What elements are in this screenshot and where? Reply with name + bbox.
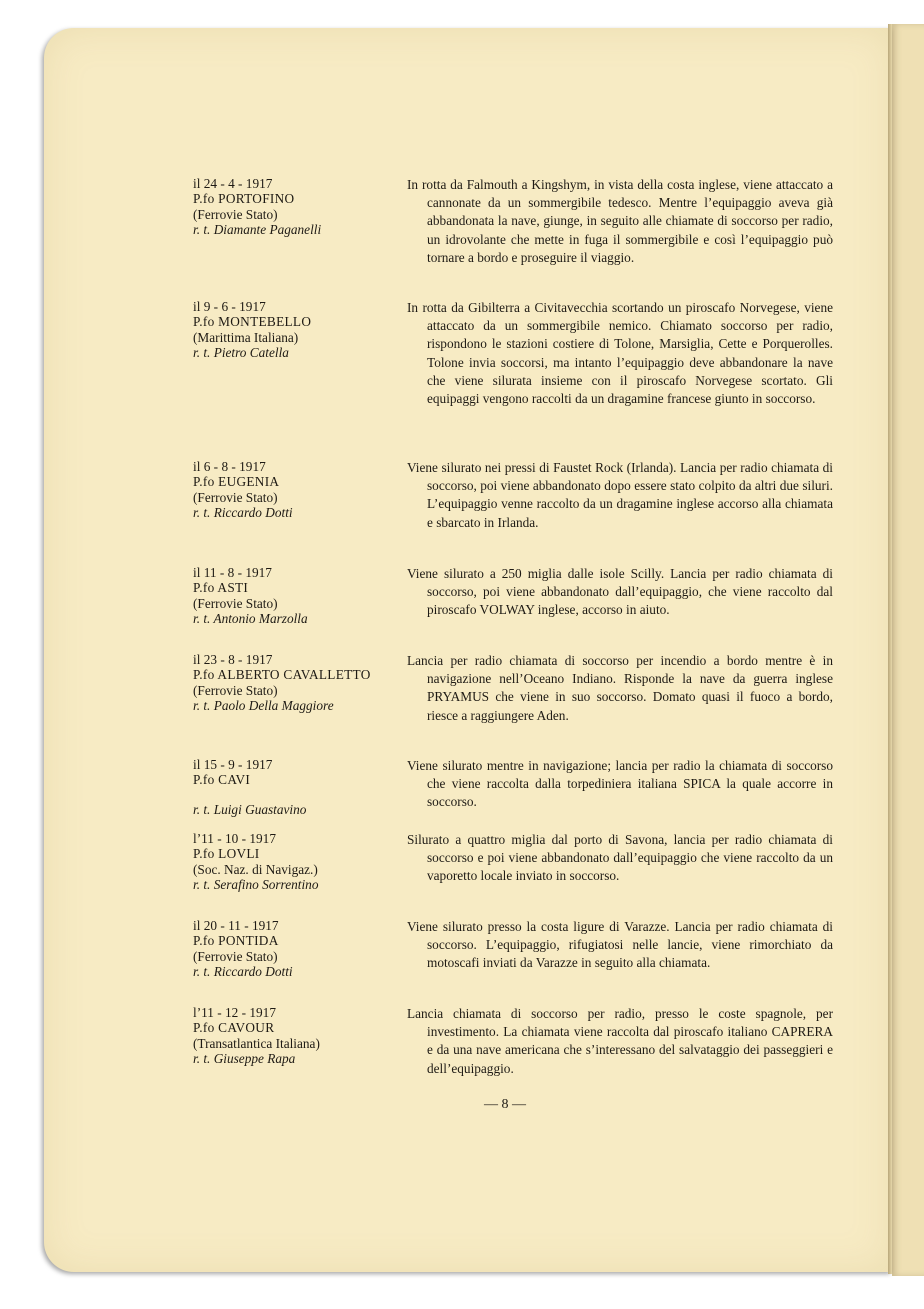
entry-description: In rotta da Falmouth a Kingshym, in vista della costa inglese, viene attaccato a cannonate da un sommergibile tedesco. Mentre l’equipaggio aveva già abbandonata la nave, giunge, in seguito alle chiamate di soccorso per radio, un idrovolante che mette in fuga il sommergibile e così l’equipaggio può tornare a bordo e proseguire il viaggio. — [407, 177, 833, 265]
radio-operator: r. t. Pietro Catella — [193, 345, 289, 361]
ship-name: P.fo PORTOFINO — [193, 191, 295, 207]
entry-description: In rotta da Gibilterra a Civitavecchia scortando un piroscafo Norvegese, viene attaccato da un sommergibile nemico. Chiamato soccorso per radio, rispondono le stazioni costiere di Tolone, Marsiglia, Cette e Porquerolles. Tolone invia soccorsi, ma intanto l’equipaggio deve abbandonare la nave che viene silurata insieme con il piroscafo Norvegese scortato. Gli equipaggi vengono raccolti da un dragamine francese giunto in soccorso. — [407, 300, 833, 407]
shipping-company: (Soc. Naz. di Navigaz.) — [193, 861, 318, 877]
blank-line — [193, 788, 403, 803]
entry-date: l’11 - 12 - 1917 — [193, 1005, 276, 1020]
radio-operator: r. t. Paolo Della Maggiore — [193, 698, 334, 714]
entry-header — [193, 176, 403, 238]
entry-header — [193, 652, 403, 714]
entry-description: Silurato a quattro miglia dal porto di Savona, lancia per radio chiamata di soccorso e poi viene abbandonato dall’equipaggio che viene raccolto da un vaporetto locale inviato in soccorso. — [407, 832, 833, 884]
entry-description: Lancia chiamata di soccorso per radio, presso le coste spagnole, per investimento. La chiamata viene raccolta dal piroscafo italiano CAPRERA e da una nave americana che s’interessano del salvataggio dei passeggieri e dell’equipaggio. — [407, 1006, 833, 1076]
entry-date: il 23 - 8 - 1917 — [193, 652, 273, 667]
entry-date: il 9 - 6 - 1917 — [193, 299, 266, 314]
shipping-company: (Ferrovie Stato) — [193, 948, 278, 964]
shipping-company: (Transatlantica Italiana) — [193, 1035, 320, 1051]
entry-date: il 6 - 8 - 1917 — [193, 459, 266, 474]
entry-date: il 20 - 11 - 1917 — [193, 918, 279, 933]
entry-header — [193, 757, 403, 818]
shipping-company: (Ferrovie Stato) — [193, 206, 278, 222]
ship-name: P.fo CAVOUR — [193, 1020, 275, 1036]
shipping-company: (Ferrovie Stato) — [193, 595, 278, 611]
entry-header — [193, 1005, 403, 1067]
ship-name: P.fo PONTIDA — [193, 933, 279, 949]
ship-name: P.fo LOVLI — [193, 846, 260, 862]
shipping-company: (Marittima Italiana) — [193, 329, 299, 345]
shipping-company: (Ferrovie Stato) — [193, 489, 278, 505]
facing-page-edge — [892, 24, 924, 1276]
radio-operator: r. t. Riccardo Dotti — [193, 505, 293, 521]
radio-operator: r. t. Diamante Paganelli — [193, 222, 322, 238]
entry-description: Viene silurato nei pressi di Faustet Rock (Irlanda). Lancia per radio chiamata di soccorso, poi viene abbandonato dopo essere stato colpito da altri due siluri. L’equipaggio venne raccolto da un dragamine inglese accorso alla chiamata e sbarcato in Irlanda. — [407, 460, 833, 530]
page-fold-shadow — [888, 24, 892, 1274]
ship-name: P.fo CAVI — [193, 772, 251, 788]
shipping-company: (Ferrovie Stato) — [193, 682, 278, 698]
entry-header — [193, 565, 403, 627]
radio-operator: r. t. Riccardo Dotti — [193, 964, 293, 980]
ship-name: P.fo ASTI — [193, 580, 249, 596]
ship-name: P.fo EUGENIA — [193, 474, 280, 490]
entry-description: Viene silurato mentre in navigazione; lancia per radio la chiamata di soccorso che viene raccolta dalla torpediniera italiana SPICA la quale accorre in soccorso. — [407, 758, 833, 810]
ship-name: P.fo ALBERTO CAVALLETTO — [193, 667, 371, 683]
page-number: — 8 — — [484, 1097, 526, 1112]
entry-header — [193, 831, 403, 893]
entry-date: il 24 - 4 - 1917 — [193, 176, 273, 191]
entry-description: Viene silurato a 250 miglia dalle isole Scilly. Lancia per radio chiamata di soccorso, poi viene abbandonato dall’equipaggio, che viene raccolto dal piroscafo VOLWAY inglese, accorso in aiuto. — [407, 566, 833, 618]
radio-operator: r. t. Antonio Marzolla — [193, 611, 308, 627]
entry-header — [193, 459, 403, 521]
entry-date: il 15 - 9 - 1917 — [193, 757, 273, 772]
entry-date: il 11 - 8 - 1917 — [193, 565, 272, 580]
ship-name: P.fo MONTEBELLO — [193, 314, 312, 330]
radio-operator: r. t. Serafino Sorrentino — [193, 877, 319, 893]
entry-header — [193, 918, 403, 980]
entry-date: l’11 - 10 - 1917 — [193, 831, 276, 846]
radio-operator: r. t. Giuseppe Rapa — [193, 1051, 296, 1067]
entry-description: Viene silurato presso la costa ligure di Varazze. Lancia per radio chiamata di soccorso. L’equipaggio, rifugiatosi nelle lancie, viene rimorchiato da motoscafi inviati da Varazze in seguito alla chiamata. — [407, 919, 833, 971]
entry-description: Lancia per radio chiamata di soccorso per incendio a bordo mentre è in navigazione nell’Oceano Indiano. Risponde la nave da guerra inglese PRYAMUS che viene in suo soccorso. Domato quasi il fuoco a bordo, riesce a raggiungere Aden. — [407, 653, 833, 723]
entry-header — [193, 299, 403, 361]
radio-operator: r. t. Luigi Guastavino — [193, 802, 307, 818]
